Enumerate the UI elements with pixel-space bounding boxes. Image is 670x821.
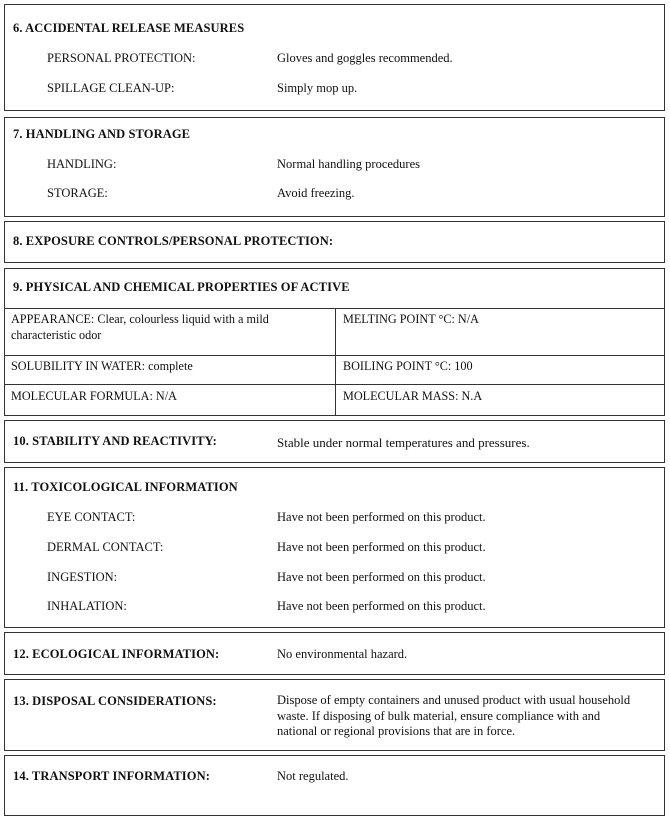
field-label: INHALATION:	[47, 599, 127, 613]
section-physical-chemical	[4, 268, 665, 416]
field-label: STORAGE:	[47, 186, 108, 200]
field-value: Have not been performed on this product.	[277, 599, 486, 613]
section-heading: 11. TOXICOLOGICAL INFORMATION	[13, 480, 238, 494]
field-value: Stable under normal temperatures and pressures.	[277, 435, 530, 450]
melting-point-cell: MELTING POINT °C: N/A	[343, 312, 479, 326]
field-value: Have not been performed on this product.	[277, 570, 486, 584]
section-toxicological	[4, 467, 665, 628]
section-transport	[4, 755, 665, 816]
appearance-cell: APPEARANCE: Clear, colourless liquid with a mild characteristic odor	[11, 312, 269, 342]
section-stability-reactivity	[4, 420, 665, 463]
section-heading: 8. EXPOSURE CONTROLS/PERSONAL PROTECTION:	[13, 234, 334, 248]
field-value: Have not been performed on this product.	[277, 510, 486, 524]
boiling-point-cell: BOILING POINT °C: 100	[343, 359, 473, 373]
table-column-divider	[335, 308, 336, 416]
section-heading: 7. HANDLING AND STORAGE	[13, 127, 191, 141]
disposal-text	[277, 693, 630, 740]
section-handling-storage	[4, 117, 665, 217]
field-value: Not regulated.	[277, 769, 349, 783]
molecular-mass-cell: MOLECULAR MASS: N.A	[343, 389, 483, 403]
field-label: HANDLING:	[47, 157, 117, 171]
molecular-formula-cell: MOLECULAR FORMULA: N/A	[11, 389, 177, 403]
section-exposure-controls	[4, 221, 665, 263]
section-heading: 6. ACCIDENTAL RELEASE MEASURES	[13, 21, 245, 35]
section-accidental-release	[4, 4, 665, 111]
section-heading: 10. STABILITY AND REACTIVITY:	[13, 434, 217, 448]
disposal-line: waste. If disposing of bulk material, ensure compliance with and	[277, 708, 601, 723]
field-label: PERSONAL PROTECTION:	[47, 51, 196, 65]
section-ecological	[4, 632, 665, 675]
disposal-line: Dispose of empty containers and unused product with usual household	[277, 693, 631, 707]
disposal-line: national or regional provisions that are in force.	[277, 724, 516, 738]
field-label: DERMAL CONTACT:	[47, 540, 164, 554]
field-value: Have not been performed on this product.	[277, 540, 486, 554]
field-label: EYE CONTACT:	[47, 510, 136, 524]
section-heading: 14. TRANSPORT INFORMATION:	[13, 769, 210, 783]
field-value: No environmental hazard.	[277, 647, 408, 661]
section-heading: 9. PHYSICAL AND CHEMICAL PROPERTIES OF ACTIVE	[13, 280, 350, 294]
solubility-cell: SOLUBILITY IN WATER: complete	[11, 359, 193, 373]
field-value: Normal handling procedures	[277, 157, 421, 171]
field-label: SPILLAGE CLEAN-UP:	[47, 81, 175, 95]
section-heading: 12. ECOLOGICAL INFORMATION:	[13, 647, 220, 661]
field-value: Gloves and goggles recommended.	[277, 51, 453, 65]
field-value: Simply mop up.	[277, 81, 358, 95]
section-disposal	[4, 679, 665, 751]
section-heading: 13. DISPOSAL CONSIDERATIONS:	[13, 694, 217, 708]
field-value: Avoid freezing.	[277, 186, 355, 200]
field-label: INGESTION:	[47, 570, 118, 584]
